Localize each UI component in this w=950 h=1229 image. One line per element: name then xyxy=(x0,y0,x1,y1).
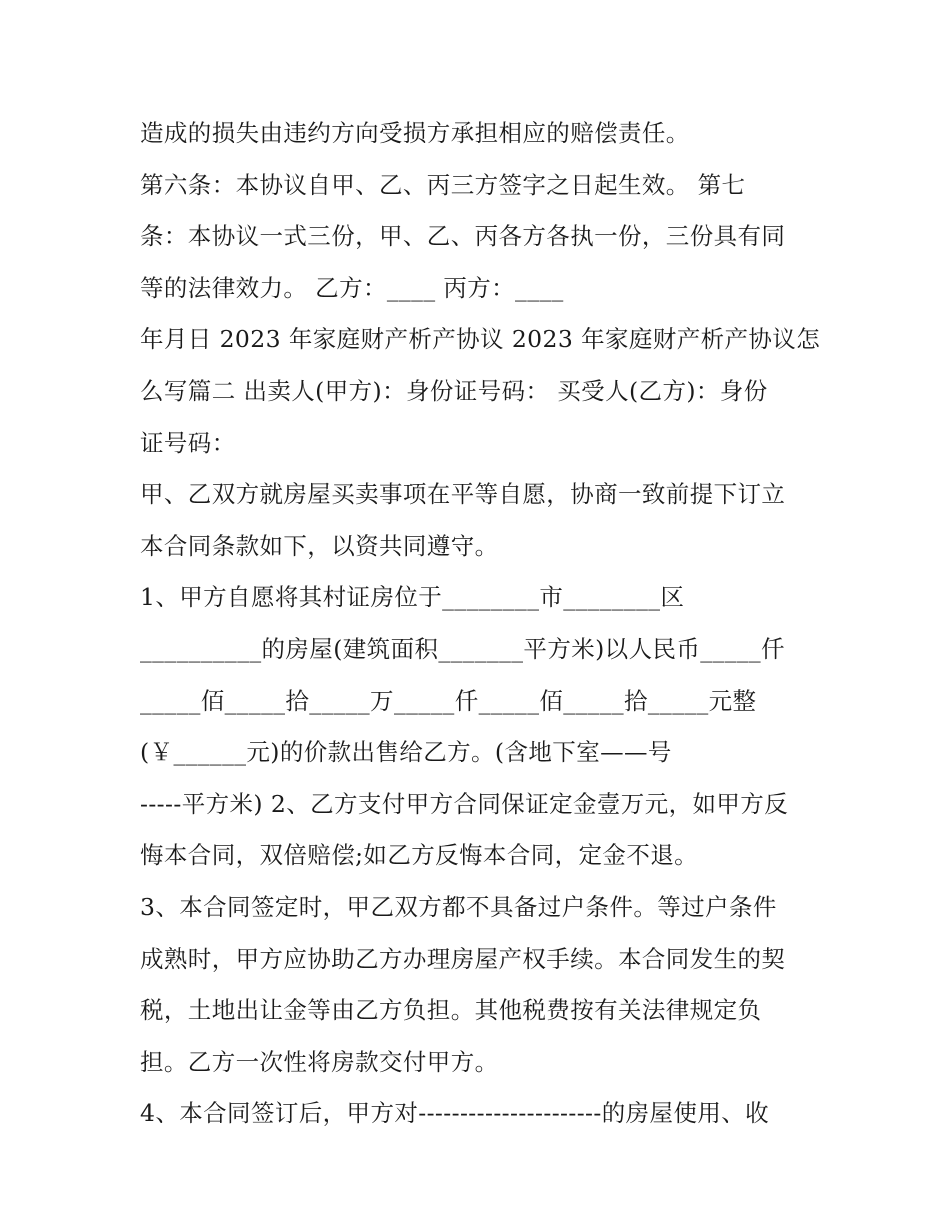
text-line: -----平方米) 2、乙方支付甲方合同保证定金壹万元，如甲方反 xyxy=(140,789,789,818)
text-line: 造成的损失由违约方向受损方承担相应的赔偿责任。 xyxy=(140,119,690,147)
text-line: 条：本协议一式三份，甲、乙、丙各方各执一份，三份具有同 xyxy=(140,222,786,251)
text-line: 3、本合同签定时，甲乙双方都不具备过户条件。等过户条件 xyxy=(140,892,777,921)
text-line: 成熟时，甲方应协助乙方办理房屋产权手续。本合同发生的契 xyxy=(140,944,786,973)
text-line: 年月日 2023 年家庭财产析产协议 2023 年家庭财产析产协议怎 xyxy=(140,325,820,354)
text-line: 4、本合同签订后，甲方对----------------------的房屋使用、收 xyxy=(140,1099,770,1128)
text-line: 悔本合同，双倍赔偿;如乙方反悔本合同，定金不退。 xyxy=(140,841,699,870)
text-line: 税，土地出让金等由乙方负担。其他税费按有关法律规定负 xyxy=(140,996,762,1025)
document-body xyxy=(140,108,820,1140)
text-line: 1、甲方自愿将其村证房位于________市________区 xyxy=(140,583,685,612)
text-line: 等的法律效力。 乙方：____ 丙方：____ xyxy=(140,273,564,302)
text-line: 第六条：本协议自甲、乙、丙三方签字之日起生效。 第七 xyxy=(140,170,746,199)
text-line: 证号码： xyxy=(140,428,236,457)
text-line: __________的房屋(建筑面积_______平方米)以人民币_____仟 xyxy=(140,634,785,663)
text-line: 本合同条款如下，以资共同遵守。 xyxy=(140,531,499,560)
text-line: 担。乙方一次性将房款交付甲方。 xyxy=(140,1047,499,1076)
text-line: _____佰_____拾_____万_____仟_____佰_____拾_____元整 xyxy=(140,686,757,715)
text-line: (￥______元)的价款出售给乙方。(含地下室——号 xyxy=(140,738,672,767)
text-line: 么写篇二 出卖人(甲方)：身份证号码： 买受人(乙方)：身份 xyxy=(140,376,768,405)
text-line: 甲、乙双方就房屋买卖事项在平等自愿，协商一致前提下订立 xyxy=(140,480,786,509)
